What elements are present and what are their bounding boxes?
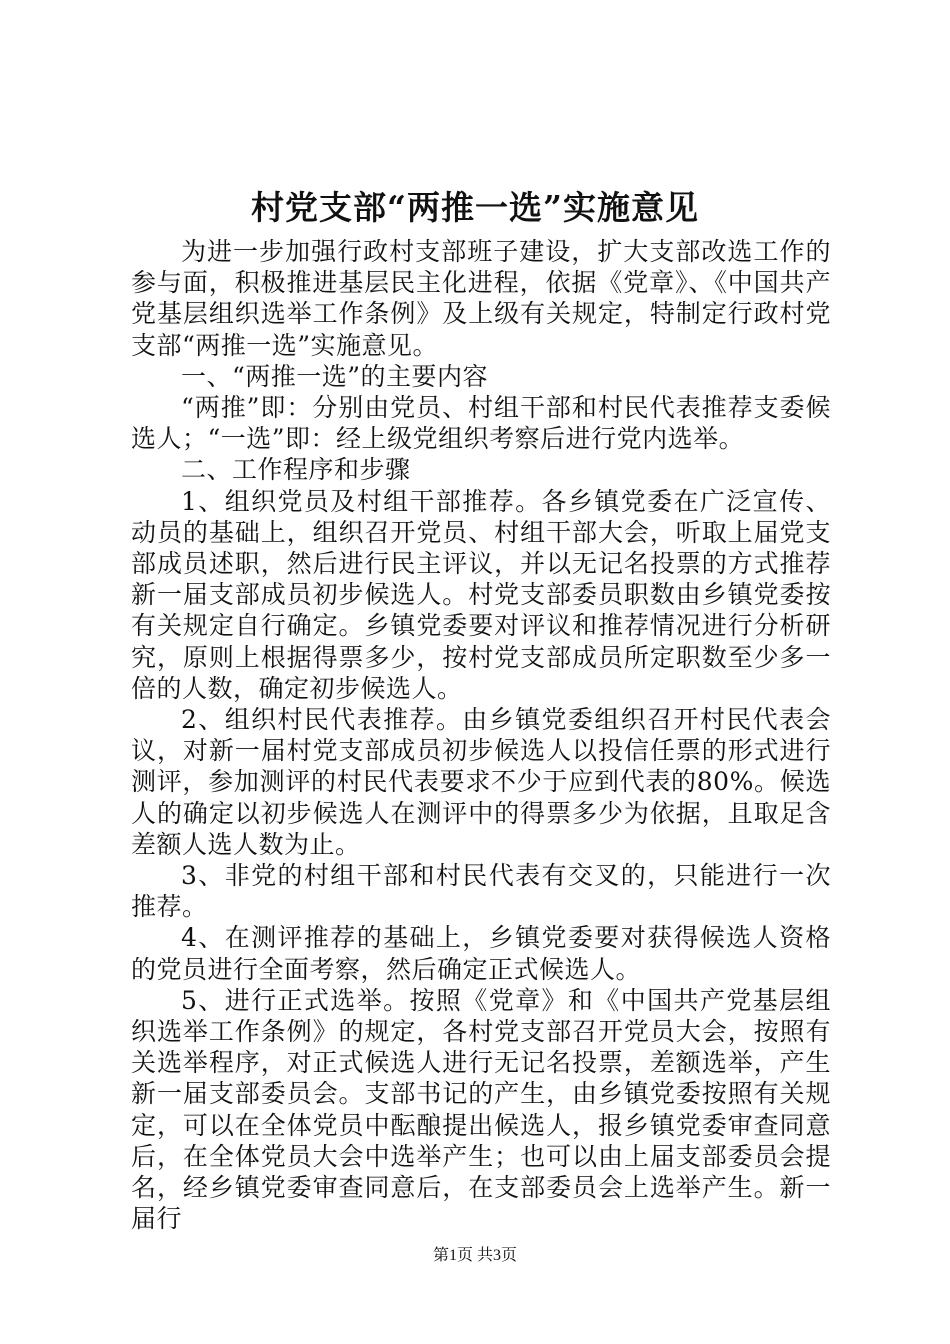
paragraph-step-2: 2、组织村民代表推荐。由乡镇党委组织召开村民代表会议，对新一届村党支部成员初步候选人以投信任票的形式进行测评，参加测评的村民代表要求不少于应到代表的80%。候选人的确定以初步候选人在测评中的得票多少为依据，且取足含差额人选人数为止。 xyxy=(131,705,831,859)
paragraph-definition: “两推”即：分别由党员、村组干部和村民代表推荐支委候选人；“一选”即：经上级党组织考察后进行党内选举。 xyxy=(131,393,831,454)
paragraph-step-5: 5、进行正式选举。按照《党章》和《中国共产党基层组织选举工作条例》的规定，各村党支部召开党员大会，按照有关选举程序，对正式候选人进行无记名投票，差额选举，产生新一届支部委员会。支部书记的产生，由乡镇党委按照有关规定，可以在全体党员中酝酿提出候选人，报乡镇党委审查同意后，在全体党员大会中选举产生；也可以由上届支部委员会提名，经乡镇党委审查同意后，在支部委员会上选举产生。新一届行 xyxy=(131,985,831,1234)
document-title: 村党支部“两推一选”实施意见 xyxy=(251,188,699,227)
paragraph-step-4: 4、在测评推荐的基础上，乡镇党委要对获得候选人资格的党员进行全面考察，然后确定正式候选人。 xyxy=(131,923,831,984)
paragraph-step-3: 3、非党的村组干部和村民代表有交叉的，只能进行一次推荐。 xyxy=(131,861,831,922)
section-heading-procedure: 二、工作程序和步骤 xyxy=(181,455,411,485)
document-body xyxy=(131,236,831,1235)
page-number-footer: 第1页 共3页 xyxy=(432,1247,517,1264)
intro-paragraph: 为进一步加强行政村支部班子建设，扩大支部改选工作的参与面，积极推进基层民主化进程，依据《党章》、《中国共产党基层组织选举工作条例》及上级有关规定，特制定行政村党支部“两推一选”实施意见。 xyxy=(131,237,831,360)
paragraph-step-1: 1、组织党员及村组干部推荐。各乡镇党委在广泛宣传、动员的基础上，组织召开党员、村组干部大会，听取上届党支部成员述职，然后进行民主评议，并以无记名投票的方式推荐新一届支部成员初步候选人。村党支部委员职数由乡镇党委按有关规定自行确定。乡镇党委要对评议和推荐情况进行分析研究，原则上根据得票多少，按村党支部成员所定职数至少多一倍的人数，确定初步候选人。 xyxy=(131,486,831,703)
section-heading-main-content: 一、“两推一选”的主要内容 xyxy=(181,361,489,391)
